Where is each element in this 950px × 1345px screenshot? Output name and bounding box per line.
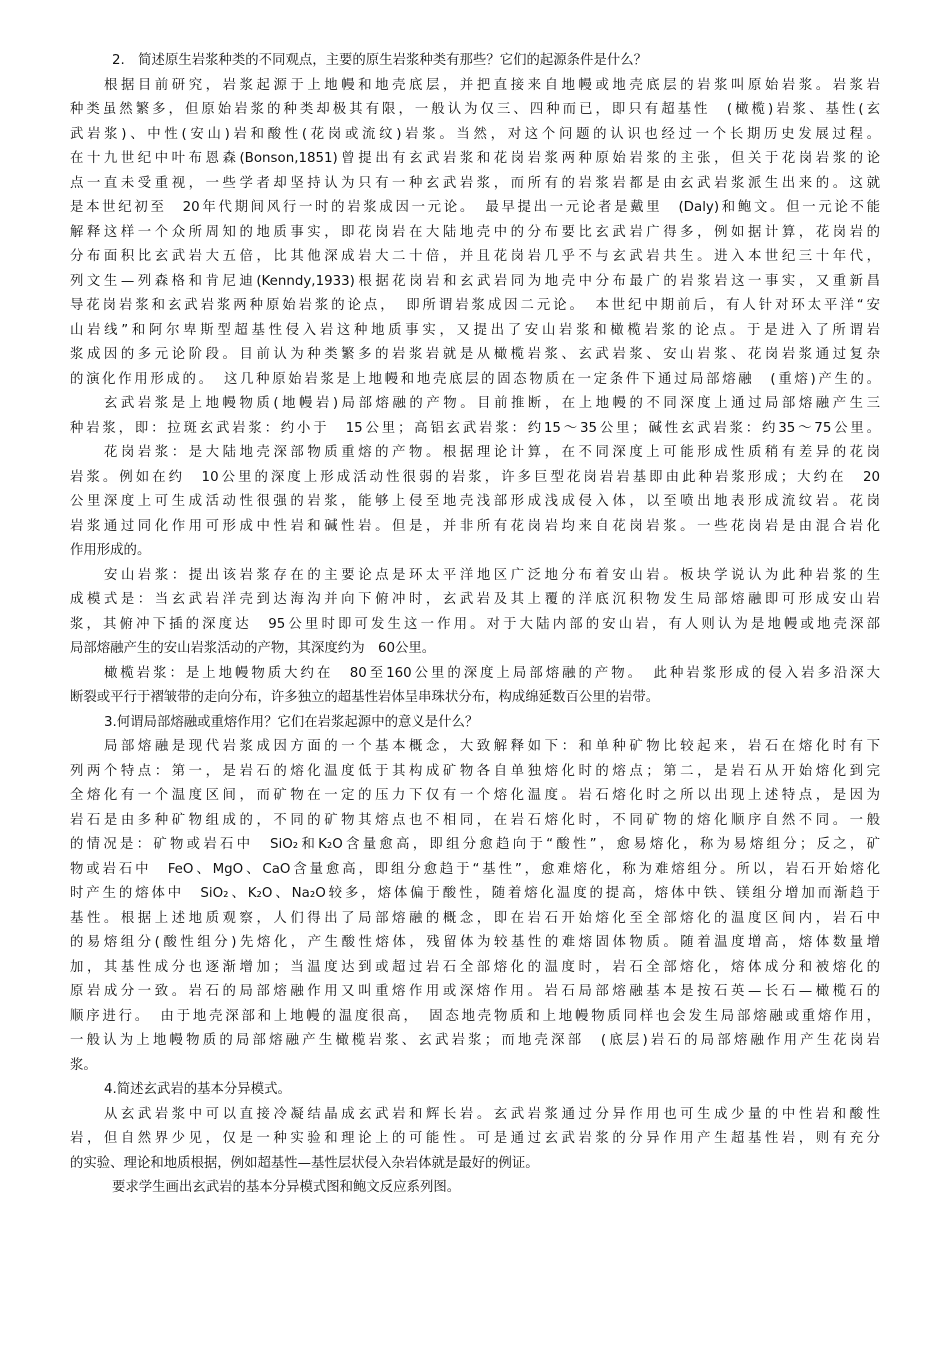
- text-line: 的易熔组分(酸性组分)先熔化，产生酸性熔体，残留体为较基性的难熔固体物质。随着温度增高，熔体数量增: [70, 935, 880, 950]
- text-line: 岩石是由多种矿物组成的，不同的矿物其熔点也不相同，在岩石熔化时，不同矿物的熔化顺序自然不同。一般: [70, 812, 880, 828]
- text-line: 3.何谓局部熔融或重熔作用？它们在岩浆起源中的意义是什么？: [104, 714, 479, 730]
- text-line: 局部熔融是现代岩浆成因方面的一个基本概念，大致解释如下：和单种矿物比较起来，岩石在熔化时有下: [104, 739, 880, 754]
- text-line: 岩，但自然界少见，仅是一种实验和理论上的可能性。可是通过玄武岩浆的分异作用产生超基性岩，则有充分: [70, 1131, 880, 1146]
- text-line: 2. 简述原生岩浆种类的不同观点，主要的原生岩浆种类有那些？它们的起源条件是什么？: [112, 53, 648, 68]
- text-line: 要求学生画出玄武岩的基本分异模式图和鲍文反应系列图。: [112, 1180, 461, 1195]
- text-line: 橄榄岩浆：是上地幔物质大约在 80至160公里的深度上局部熔融的产物。 此种岩浆形成的侵入岩多沿深大: [104, 665, 880, 681]
- text-line: 是本世纪初至 20年代期间风行一时的岩浆成因一元论。 最早提出一元论者是戴里 (Daly)和鲍文。但一元论不能: [70, 200, 880, 215]
- text-line: 全熔化有一个温度区间，而矿物在一定的压力下仅有一个熔化温度。岩石熔化时之所以出现上述特点，是因为: [70, 788, 880, 803]
- text-line: 浆。: [70, 1057, 97, 1073]
- text-line: 的演化作用形成的。 这几种原始岩浆是上地幔和地壳底层的固态物质在一定条件下通过局部熔融 (重熔)产生的。: [70, 371, 880, 387]
- text-line: 物或岩石中 FeO、MgO、CaO含量愈高，即组分愈趋于“基性”，愈难熔化，称为难熔组分。所以，岩石开始熔化: [70, 861, 880, 877]
- text-line: 原岩成分一致。岩石的局部熔融作用又叫重熔作用或深熔作用。岩石局部熔融基本是按石英—长石—橄榄石的: [70, 984, 880, 999]
- text-line: 列文生—列森格和肯尼迪(Kenndy,1933)根据花岗岩和玄武岩同为地壳中分布最广的岩浆岩这一事实，又重新昌: [70, 273, 880, 289]
- text-line: 作用形成的。: [70, 543, 151, 558]
- text-line: 加，其基性成分也逐渐增加；当温度达到或超过岩石全部熔化的温度时，岩石全部熔化，熔体成分和被熔化的: [70, 959, 880, 975]
- text-line: 玄武岩浆是上地幔物质(地幔岩)局部熔融的产物。目前推断，在上地幔的不同深度上通过局部熔融产生三: [104, 396, 880, 411]
- text-line: 基性。根据上述地质观察，人们得出了局部熔融的概念，即在岩石开始熔化至全部熔化的温度区间内，岩石中: [70, 910, 880, 926]
- text-line: 成模式是：当玄武岩洋壳到达海沟并向下俯冲时，玄武岩及其上覆的洋底沉积物发生局部熔融即可形成安山岩: [70, 592, 880, 607]
- text-line: 从玄武岩浆中可以直接冷凝结晶成玄武岩和辉长岩。玄武岩浆通过分异作用也可生成少量的中性岩和酸性: [104, 1106, 880, 1122]
- text-line: 的情况是：矿物或岩石中 SiO₂和K₂O含量愈高，即组分愈趋向于“酸性”，愈易熔化，称为易熔组分；反之，矿: [70, 837, 880, 852]
- text-line: 岩浆通过同化作用可形成中性岩和碱性岩。但是，并非所有花岗岩均来自花岗岩浆。一些花岗岩是由混合岩化: [70, 518, 880, 534]
- text-line: 种岩浆，即：拉斑玄武岩浆：约小于 15公里；高铝玄武岩浆：约15～35公里；碱性玄武岩浆：约35～75公里。: [70, 420, 880, 436]
- text-line: 顺序进行。 由于地壳深部和上地幔的温度很高， 固态地壳物质和上地幔物质同样也会发生局部熔融或重熔作用，: [70, 1008, 880, 1024]
- text-line: 解释这样一个众所周知的地质事实，即花岗岩在大陆地壳中的分布要比玄武岩广得多，例如据计算，花岗岩的: [70, 224, 880, 240]
- text-line: 山岩线”和阿尔卑斯型超基性侵入岩这种地质事实，又提出了安山岩浆和橄榄岩浆的论点。于是进入了所谓岩: [70, 322, 880, 338]
- text-line: 种类虽然繁多，但原始岩浆的种类却极其有限，一般认为仅三、四种而已，即只有超基性 (橄榄)岩浆、基性(玄: [70, 102, 880, 117]
- text-line: 浆，其俯冲下插的深度达 95公里时即可发生这一作用。对于大陆内部的安山岩，有人则认为是地幔或地壳深部: [70, 616, 880, 632]
- text-line: 断裂或平行于褶皱带的走向分布，许多独立的超基性岩体呈串珠状分布，构成绵延数百公里的岩带。: [70, 690, 660, 705]
- text-line: 的实验、理论和地质根据，例如超基性—基性层状侵入杂岩体就是最好的例证。: [70, 1155, 539, 1171]
- text-line: 花岗岩浆：是大陆地壳深部物质重熔的产物。根据理论计算，在不同深度上可能形成性质稍有差异的花岗: [104, 445, 880, 460]
- text-line: 武岩浆)、中性(安山)岩和酸性(花岗或流纹)岩浆。当然，对这个问题的认识也经过一个长期历史发展过程。: [70, 126, 880, 142]
- text-line: 公里深度上可生成活动性很强的岩浆，能够上侵至地壳浅部形成浅成侵入体，以至喷出地表形成流纹岩。花岗: [70, 494, 880, 509]
- text-line: 安山岩浆：提出该岩浆存在的主要论点是环太平洋地区广泛地分布着安山岩。板块学说认为此种岩浆的生: [104, 567, 880, 583]
- text-line: 导花岗岩浆和玄武岩浆两种原始岩浆的论点， 即所谓岩浆成因二元论。 本世纪中期前后，有人针对环太平洋“安: [70, 298, 880, 313]
- text-line: 点一直未受重视，一些学者却坚持认为只有一种玄武岩浆，而所有的岩浆岩都是由玄武岩浆派生出来的。这就: [70, 175, 880, 191]
- text-line: 时产生的熔体中 SiO₂、K₂O、Na₂O较多，熔体偏于酸性，随着熔化温度的提高，熔体中铁、镁组分增加而渐趋于: [70, 886, 880, 901]
- text-line: 一般认为上地幔物质的局部熔融产生橄榄岩浆、玄武岩浆；而地壳深部 (底层)岩石的局部熔融作用产生花岗岩: [70, 1033, 880, 1048]
- text-line: 列两个特点：第一，是岩石的熔化温度低于其构成矿物各自单独熔化时的熔点；第二，是岩石从开始熔化到完: [70, 763, 880, 779]
- text-line: 分布面积比玄武岩大五倍，比其他深成岩大二十倍，并且花岗岩几乎不与玄武岩共生。进入本世纪三十年代，: [70, 249, 880, 264]
- text-line: 在十九世纪中叶布恩森(Bonson,1851)曾提出有玄武岩浆和花岗岩浆两种原始岩浆的主张，但关于花岗岩浆的论: [70, 151, 880, 166]
- text-line: 4.简述玄武岩的基本分异模式。: [104, 1082, 291, 1097]
- text-line: 局部熔融产生的安山岩浆活动的产物，其深度约为 60公里。: [70, 641, 436, 656]
- text-line: 浆成因的多元论阶段。目前认为种类繁多的岩浆岩就是从橄榄岩浆、玄武岩浆、安山岩浆、花岗岩浆通过复杂: [70, 347, 880, 362]
- text-line: 根据目前研究，岩浆起源于上地幔和地壳底层，并把直接来自地幔或地壳底层的岩浆叫原始岩浆。岩浆岩: [104, 77, 880, 93]
- text-line: 岩浆。例如在约 10公里的深度上形成活动性很弱的岩浆，许多巨型花岗岩岩基即由此种岩浆形成；大约在 20: [70, 469, 880, 485]
